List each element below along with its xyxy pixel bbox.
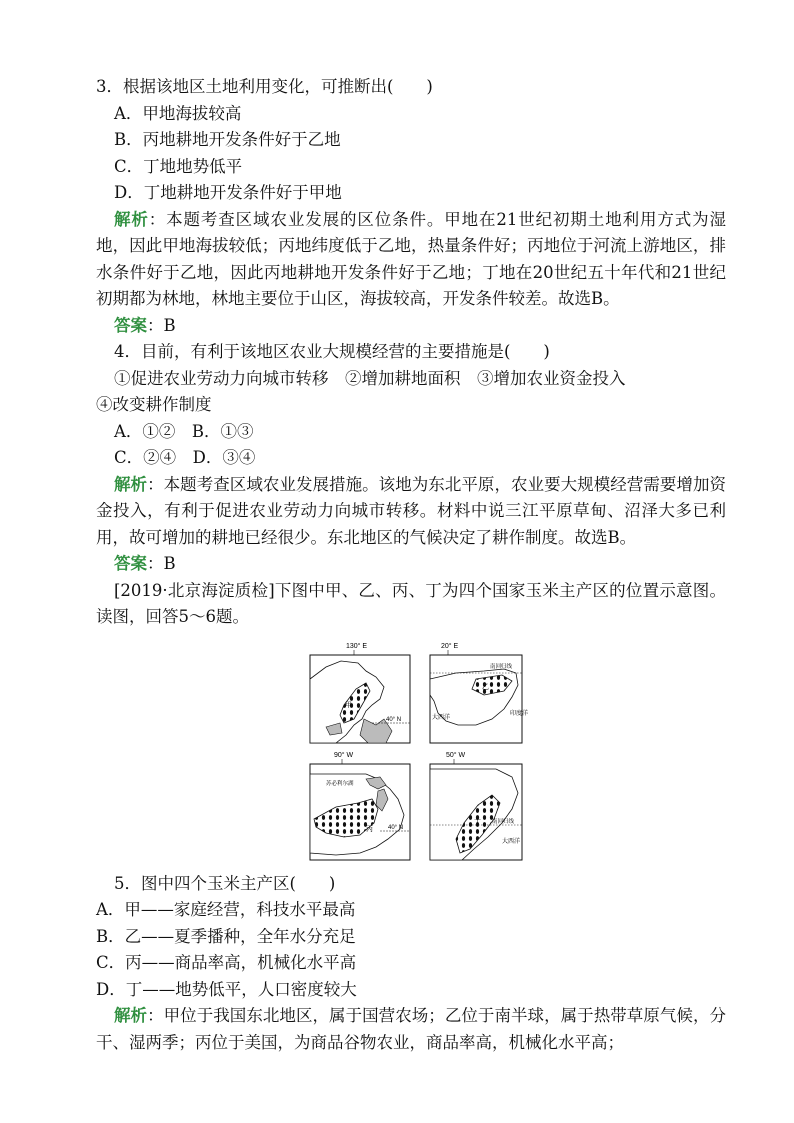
corn-regions-figure [96, 639, 726, 865]
map-a-region-label: 甲 [345, 700, 352, 709]
q4-options-row1: A．①② B．①③ [114, 421, 254, 441]
map-d-ocean: 大西洋 [502, 837, 521, 845]
map-c-lake: 苏必利尔湖 [326, 780, 354, 787]
answer-label: 答案 [114, 315, 147, 335]
map-c-region-label: 丙 [366, 824, 373, 833]
q5-option-d: D．丁——地势低平，人口密度较大 [96, 979, 357, 999]
map-b-region-label: 乙 [482, 682, 489, 691]
four-maps-svg [306, 639, 529, 865]
document-page [96, 74, 726, 1056]
q5-option-b: B．乙——夏季播种，全年水分充足 [96, 926, 356, 946]
map-c-lat: 40° N [388, 824, 404, 831]
q3-analysis [96, 207, 726, 313]
q4-options-row2: C．②④ D．③④ [114, 448, 256, 467]
q5-option-a: A．甲——家庭经营，科技水平最高 [96, 900, 356, 919]
q3-stem: 3．根据该地区土地利用变化，可推断出( ) [96, 77, 433, 96]
q5-stem: 5．图中四个玉米主产区( ) [114, 873, 336, 893]
map-a-lat: 40° N [386, 716, 402, 723]
map-b-ocean-left: 大西洋 [432, 713, 451, 721]
map-d [430, 751, 522, 860]
q3-option-d: D．丁地耕地开发条件好于甲地 [114, 183, 342, 202]
map-intro: [2019·北京海淀质检]下图中甲、乙、丙、丁为四个国家玉米主产区的位置示意图。读图，回答5～6题。 [96, 580, 726, 626]
analysis-label: 解析 [114, 209, 149, 229]
map-b-lon: 20° E [441, 642, 459, 650]
answer-label: 答案 [114, 554, 147, 573]
map-d-lon: 50° W [446, 751, 466, 759]
map-d-tropic: 南回归线 [492, 818, 515, 825]
analysis-label: 解析 [114, 1006, 148, 1025]
q5-analysis-text: ：甲位于我国东北地区，属于国营农场；乙位于南半球，属于热带草原气候，分干、湿两季；丙位于美国，为商品谷物农业，商品率高，机械化水平高； [96, 1006, 727, 1052]
q3-answer [96, 313, 726, 340]
q3-option-c: C．丁地地势低平 [114, 156, 243, 176]
map-c [310, 751, 410, 860]
q5-analysis [96, 1003, 726, 1056]
q4-stem: 4．目前，有利于该地区农业大规模经营的主要措施是( ) [114, 342, 550, 361]
q4-items-line1: ①促进农业劳动力向城市转移 ②增加耕地面积 ③增加农业资金投入 [114, 368, 626, 388]
q5-option-c: C．丙——商品率高，机械化水平高 [96, 953, 357, 972]
q4-analysis-text: ：本题考查区域农业发展措施。该地为东北平原，农业要大规模经营需要增加资金投入，有利于促进农业劳动力向城市转移。材料中说三江平原草甸、沼泽大多已利用，故可增加的耕地已经很少。东北地区的气候决定了耕作制度。故选B。 [96, 474, 727, 547]
q4-answer [96, 551, 726, 578]
q3-option-b: B．丙地耕地开发条件好于乙地 [114, 130, 341, 149]
q4-answer-text: ：B [147, 554, 176, 573]
map-b-ocean-right: 印度洋 [510, 709, 529, 717]
map-c-lon: 90° W [334, 751, 354, 759]
q3-answer-text: ：B [147, 315, 176, 335]
map-d-region-label: 丁 [474, 818, 481, 827]
map-b [430, 642, 528, 743]
q3-option-a: A．甲地海拔较高 [114, 103, 242, 123]
analysis-label: 解析 [114, 474, 148, 494]
map-a [310, 642, 410, 743]
q3-analysis-text: ：本题考查区域农业发展的区位条件。甲地在21世纪初期土地利用方式为湿地，因此甲地海拔较低；丙地纬度低于乙地，热量条件好；丙地位于河流上游地区，排水条件好于乙地，因此丙地耕地开发条件好于乙地；丁地在20世纪五十年代和21世纪初期都为林地，林地主要位于山区，海拔较高，开发条件较差。故选B。 [96, 209, 726, 308]
map-b-tropic: 南回归线 [490, 663, 513, 670]
q4-analysis [96, 472, 726, 552]
q4-items-line2: ④改变耕作制度 [96, 395, 212, 414]
map-a-lon: 130° E [346, 642, 368, 650]
